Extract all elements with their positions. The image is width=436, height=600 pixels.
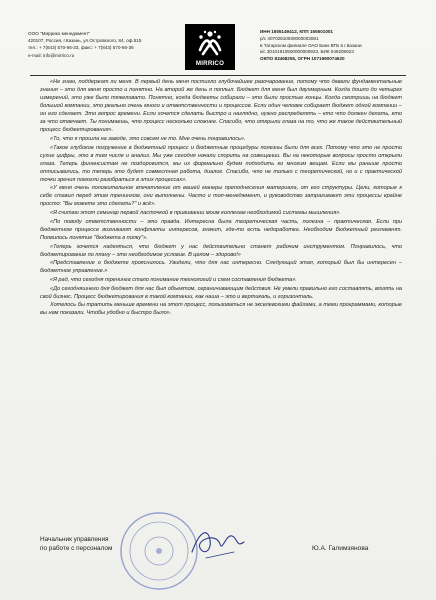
signatory-title-line2: по работе с персоналом	[40, 545, 113, 552]
header-divider	[30, 75, 406, 76]
quote-paragraph: «Не знаю, поддержат ли меня. В первый день меня постигло глубочайшее разочарование, потому что давали фундаментальные знания – это для меня просто и понятно. На второй же день я поплыл. Бюджет для меня был двухмерным. Когда дошло до четырех измерений, это уже было тяжеловато. Понятно, когда бюджеты собирали – это были простые концы. Когда смотришь на бюджет большой компании, это реально очень много и ответственности и процессов. Если один человек собирает бюджет одной компании – он его сделает. Это вопрос времени. Если хочется сделать быстро и наглядно, нужно распределять – кто что должен делать, кто за что отвечает. Ты понимаешь, что процесс несколько сложнее. Спасибо, что открыли глаза на то, что же такое действительный процесс бюджетирования».	[40, 79, 402, 134]
quote-paragraph: «По поводу ответственности – это правда. Интересна была теоретическая часть, полезна – практическая. Если при бюджетном процессе возникают конфликты интересов, значит, где-то есть недоработка. Необходим бюджетный регламент. Появилось понятие "бюджета в полку"».	[40, 218, 402, 241]
quote-paragraph: «Я рад, что сегодня тренинга стало понимание технологий и схем составления бюджета».	[50, 276, 297, 283]
handwritten-signature	[186, 522, 250, 562]
quote-paragraph: «До сегодняшнего дня бюджет для нас был объектом, ограничивающим действия. Не умели правильно его составлять, влиять на свой бизнес. Процесс бюджетирования в такой компании, как наша – это и вертикаль, и горизонталь.	[40, 285, 402, 300]
signatory-title-line1: Начальник управления	[40, 536, 109, 543]
quote-paragraph: Хотелось бы тратить меньше времени на этот процесс, пользоваться не экселевскими файлами, а теми программами, которые вы нам показали. Чтобы удобно и быстро было».	[40, 302, 402, 317]
corr-account-bik: к/с 30101810500000000923, БИК 049205923	[260, 49, 354, 55]
inn-kpp: ИНН 1655149412, КПП 165501001	[260, 29, 333, 34]
quote-paragraph: «Такое глубокое погружение в бюджетный процесс и бюджетные процедуры полезны были для всех. Потому что это не просто сухие цифры, это в том числе и анализ. Мы уже сегодня начали спорить на совещании. Вы на некоторые вопросы просто открыли глаза. Теперь финансистам не поздоровится, мы их формально будем подходить ко многим вещам. Если мы раньше просто отписывались, то теперь это будет совместная работа, диалог. Спасибо, что не только с теоретической, но и с практической точки зрения помогли разобраться в этих процессах».	[40, 144, 402, 183]
bank-name: в Татарском филиале ОАО Банк ВТБ в г.Казани	[260, 42, 362, 48]
okpo-ogrn: ОКПО 83468255, ОГРН 1071690074620	[260, 56, 345, 62]
mirrico-logo	[185, 24, 235, 70]
company-phone: тел.: + 7(843) 570-66-33, факс: + 7(843) 570-66-36	[28, 45, 134, 51]
quote-paragraph: «Я считаю этот семинар первой ласточкой в прививании моим коллегам необходимой системы мышления».	[50, 210, 341, 217]
signatory-name: Ю.А. Галимзянова	[312, 545, 369, 552]
signatory-title	[40, 535, 112, 553]
quote-paragraph: «То, что я прошла на заводе, это совсем не то. Мне очень понравилось».	[50, 135, 246, 142]
company-email: e-mail: info@mirrico.ru	[28, 52, 75, 58]
company-name: ООО "Миррико менеджмент"	[28, 31, 91, 36]
logo-mark-icon	[194, 28, 226, 60]
quote-paragraph: «Представление о бюджете прояснилось. Увидели, что для нас интересно. Следующий этап, который был бы интересен – бюджетное управление.»	[40, 260, 402, 275]
quote-paragraph: «Теперь хочется надеяться, что бюджет у нас действительно станет рабочим инструментом. Понравилось, что бюджетирование по плану – это необходимое условие. В целом – здорово!»	[40, 243, 402, 258]
company-address-block	[28, 30, 141, 59]
company-address: 420107, Россия, г.Казань, ул.Островского, 84, оф.515	[28, 38, 142, 44]
letter-body	[40, 78, 402, 318]
bank-details-block	[260, 29, 362, 63]
quote-paragraph: «У меня очень положительное впечатление от вашей манеры преподнесения материала, от его структуры. Цели, которые к себе ставил перед этим тренингом, они выполнены. Часто и топ-менеджмент, и руководство затрагивают эти процессы крайне просто: "Вы можете это сделать?" и всё».	[40, 185, 402, 208]
logo-text: MIRRICO	[195, 60, 225, 67]
account-number: р/с 40702810930000003081	[260, 35, 319, 41]
